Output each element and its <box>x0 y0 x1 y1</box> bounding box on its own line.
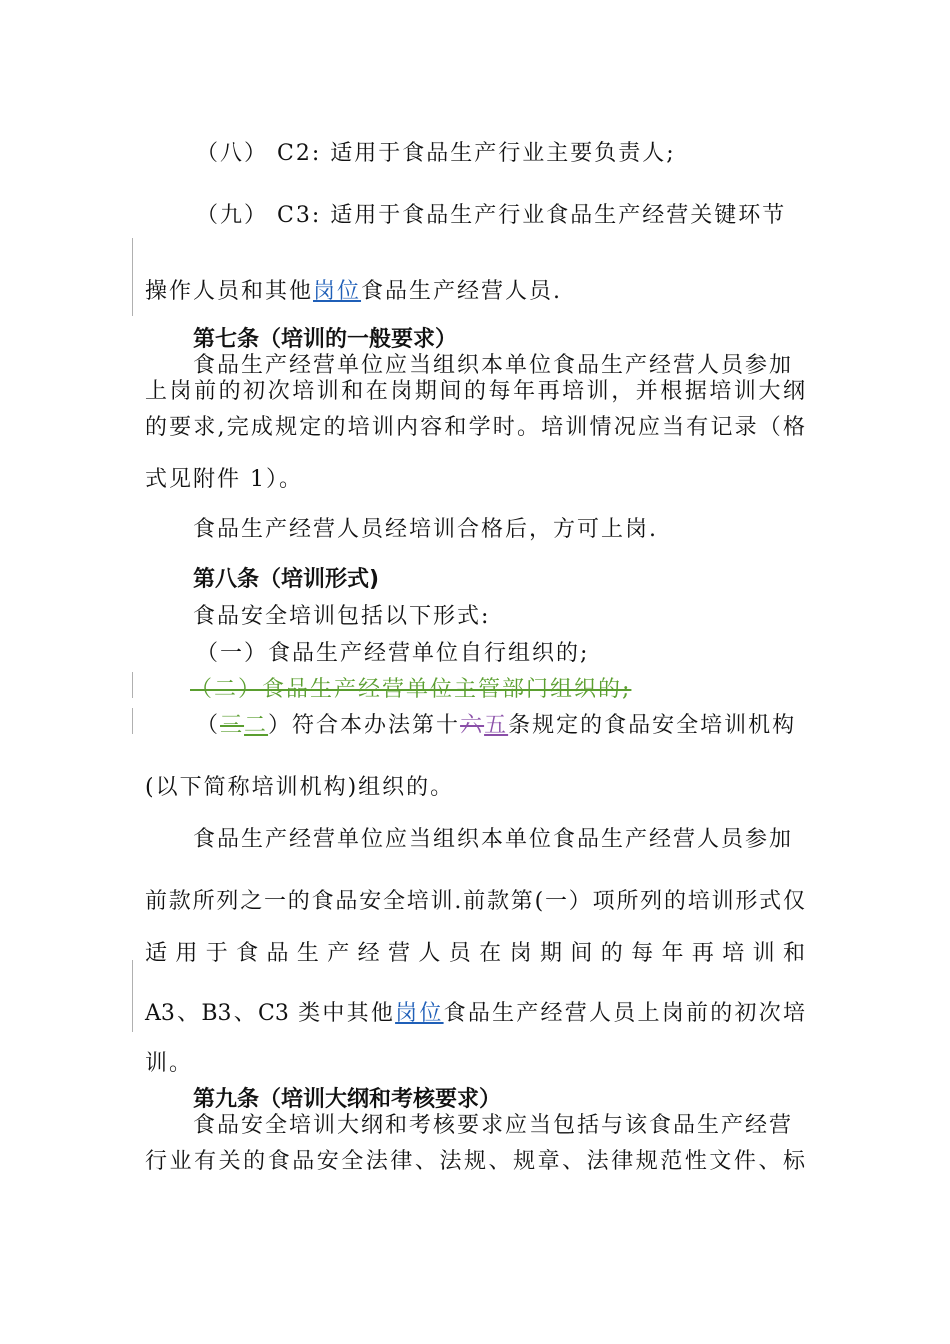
change-bar <box>132 960 133 1032</box>
text: （ <box>196 713 221 738</box>
inserted-text: 五 <box>484 713 509 738</box>
text: ）符合本办法第十 <box>268 713 461 738</box>
article-8-intro: 食品安全培训包括以下形式: <box>193 604 491 629</box>
article-7-paragraph-line: 食品生产经营单位应当组织本单位食品生产经营人员参加 <box>193 353 794 378</box>
article-8-paragraph-line: 训。 <box>145 1051 194 1076</box>
text: 食品生产经营人员. <box>361 279 563 304</box>
article-8-item-1: （一）食品生产经营单位自行组织的; <box>196 641 590 666</box>
article-7-paragraph-line: 上岗前的初次培训和在岗期间的每年再培训，并根据培训大纲 <box>145 379 805 404</box>
text: 条规定的食品安全培训机构 <box>508 713 797 738</box>
position-link[interactable]: 岗位 <box>395 1001 444 1026</box>
article-9-paragraph-line: 食品安全培训大纲和考核要求应当包括与该食品生产经营 <box>193 1113 794 1138</box>
article-7-paragraph-2: 食品生产经营人员经培训合格后，方可上岗. <box>193 517 658 542</box>
list-item-9: （九） C3: 适用于食品生产行业食品生产经营关键环节 <box>196 203 787 228</box>
list-item-9-continued <box>145 274 562 305</box>
article-8-paragraph-line: 前款所列之一的食品安全培训.前款第(一）项所列的培训形式仅 <box>145 889 805 914</box>
article-8-heading: 第八条（培训形式) <box>193 567 380 592</box>
deleted-text: 六 <box>460 713 485 738</box>
text: 食品生产经营人员上岗前的初次培 <box>443 1001 805 1026</box>
change-bar <box>132 708 133 734</box>
article-7-paragraph-line: 的要求,完成规定的培训内容和学时。培训情况应当有记录（格 <box>145 415 805 440</box>
deleted-text: 三 <box>220 713 245 738</box>
article-8-paragraph-line: 适用于食品生产经营人员在岗期间的每年再培训和 <box>145 941 805 966</box>
text: A3、B3、C3 类中其他 <box>145 1001 396 1026</box>
article-9-paragraph-line: 行业有关的食品安全法律、法规、规章、法律规范性文件、标 <box>145 1149 805 1174</box>
article-7-heading: 第七条（培训的一般要求） <box>193 327 458 352</box>
article-8-paragraph-line <box>145 996 805 1027</box>
article-9-heading: 第九条（培训大纲和考核要求） <box>193 1087 502 1112</box>
article-8-item-3 <box>196 708 796 739</box>
article-8-item-2-deleted: （二）食品生产经营单位主管部门组织的; <box>190 677 632 702</box>
change-bar <box>132 672 133 698</box>
text: 操作人员和其他 <box>145 279 314 304</box>
article-7-paragraph-line: 式见附件 1）。 <box>145 467 303 492</box>
article-8-item-3-continued: (以下简称培训机构)组织的。 <box>145 775 455 800</box>
article-8-paragraph-line: 食品生产经营单位应当组织本单位食品生产经营人员参加 <box>193 827 794 852</box>
change-bar <box>132 238 133 316</box>
inserted-text: 二 <box>244 713 269 738</box>
position-link[interactable]: 岗位 <box>313 279 362 304</box>
list-item-8: （八） C2: 适用于食品生产行业主要负责人; <box>196 141 676 166</box>
